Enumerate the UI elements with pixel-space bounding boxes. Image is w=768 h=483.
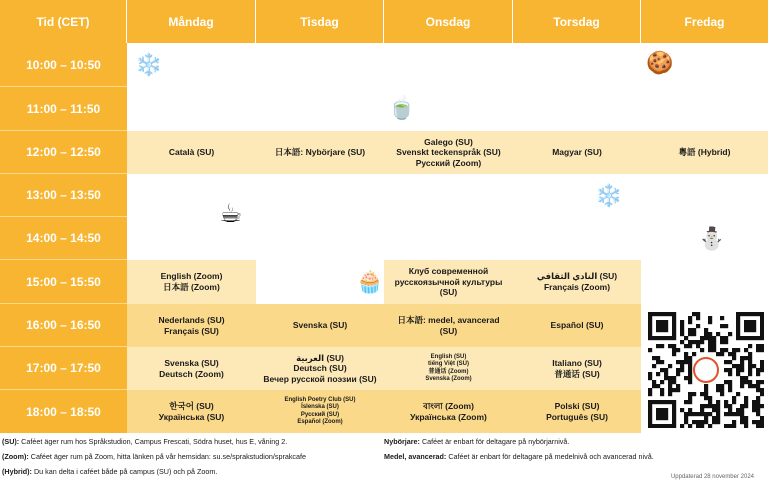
cafe-entry: 粵語 (Hybrid) xyxy=(678,147,731,158)
time-label: 11:00 – 11:50 xyxy=(26,101,101,116)
time-slot xyxy=(0,174,127,217)
cell-wed-12 xyxy=(384,131,513,174)
cafe-entry: Français (Zoom) xyxy=(543,282,611,292)
time-label: 18:00 – 18:50 xyxy=(26,404,101,419)
legend-hybrid xyxy=(2,467,217,476)
cafe-entry: Español (SU) xyxy=(550,320,604,331)
cafe-entry: Вечер русской поэзии (SU) xyxy=(263,373,377,384)
header-time xyxy=(0,0,127,43)
header-wednesday xyxy=(384,0,513,43)
cafe-entry: Magyar (SU) xyxy=(552,147,602,158)
legend-text: Caféet äger rum hos Språkstudion, Campus Frescati, Södra huset, hus E, våning 2. xyxy=(19,437,288,446)
legend-text: Du kan delta i caféet både på campus (SU) och på Zoom. xyxy=(31,467,218,476)
header-friday xyxy=(641,0,768,43)
cafe-entry: Svenska (SU) xyxy=(292,320,348,331)
legend-nyborjare xyxy=(384,437,569,446)
cell-tue-16 xyxy=(256,304,384,347)
cafe-entry: النادي الثقافي (SU) xyxy=(536,271,618,282)
cell-mon-18 xyxy=(127,390,256,433)
cell-mon-16 xyxy=(127,304,256,347)
time-label: 15:00 – 15:50 xyxy=(26,274,101,289)
legend-text: Caféet är enbart för deltagare på medelnivå och avancerad nivå. xyxy=(446,452,654,461)
header-time-label: Tid (CET) xyxy=(36,14,90,29)
cafe-entry: Українська (SU) xyxy=(158,411,225,422)
snowman-icon: ⛄ xyxy=(698,226,726,251)
cell-mon-17 xyxy=(127,347,256,390)
snowflake-icon: ❄️ xyxy=(595,183,623,208)
legend-key: Medel, avancerad: xyxy=(384,452,447,461)
cafe-entry: العربية (SU) xyxy=(296,352,344,363)
cell-mon-15 xyxy=(127,260,256,304)
cafe-entry: 한국어 (SU) xyxy=(169,400,214,411)
cafe-entry: Français (SU) xyxy=(164,325,219,336)
cupcake-icon: 🧁 xyxy=(356,269,384,294)
header-tuesday xyxy=(256,0,384,43)
cell-thu-12 xyxy=(513,131,641,174)
time-slot xyxy=(0,217,127,260)
legend-text: Caféet är enbart för deltagare på nybörjarnivå. xyxy=(419,437,570,446)
cafe-entry: Italiano (SU) xyxy=(552,357,602,368)
time-label: 10:00 – 10:50 xyxy=(26,57,101,72)
cell-thu-17 xyxy=(513,347,641,390)
legend-text: Caféet äger rum på Zoom, hitta länken på vår hemsidan: su.se/sprakstudion/sprakcafe xyxy=(28,452,307,461)
cafe-entry: 日本語: Nybörjare (SU) xyxy=(274,147,366,158)
cafe-entry: Svenska (Zoom) xyxy=(425,376,472,382)
cafe-entry: (SU) xyxy=(439,287,458,298)
tea-icon: 🍵 xyxy=(388,95,416,120)
cafe-entry: Galego (SU) xyxy=(424,136,473,147)
cafe-entry: Deutsch (SU) xyxy=(293,363,347,374)
cafe-entry: English (SU) xyxy=(430,353,467,360)
legend-zoom xyxy=(2,452,306,461)
header-thursday xyxy=(513,0,641,43)
time-slot xyxy=(0,87,127,131)
cafe-entry: 日本語 (Zoom) xyxy=(163,282,220,292)
cafe-entry: Polski (SU) xyxy=(554,400,600,411)
cafe-entry: Svenska (SU) xyxy=(164,357,219,368)
time-slot xyxy=(0,390,127,433)
cafe-entry: Íslenska (SU) xyxy=(301,404,339,410)
cafe-entry: русскоязычной культуры xyxy=(394,276,503,287)
cell-thu-18 xyxy=(513,390,641,433)
cell-wed-15 xyxy=(384,260,513,304)
cell-wed-16 xyxy=(384,304,513,347)
header-monday-label: Måndag xyxy=(168,14,214,29)
cafe-entry: 普通话 (Zoom) xyxy=(428,368,469,375)
legend-key: (Hybrid): xyxy=(2,467,32,476)
cafe-entry: Català (SU) xyxy=(168,147,215,158)
cell-thu-16 xyxy=(513,304,641,347)
cell-fri-12 xyxy=(641,131,768,174)
cafe-entry: Русский (Zoom) xyxy=(415,157,482,168)
cafe-entry: English Poetry Club (SU) xyxy=(284,396,356,403)
updated-date: Uppdaterad 28 november 2024 xyxy=(670,474,754,480)
legend-key: Nybörjare: xyxy=(384,437,420,446)
coffee-icon: ☕ xyxy=(219,198,243,228)
cafe-entry: Клуб современной xyxy=(408,266,489,277)
snowflake-icon: ❄️ xyxy=(135,52,163,77)
cafe-entry: Português (SU) xyxy=(546,411,608,422)
cell-wed-17 xyxy=(384,347,513,390)
cafe-entry: Русский (SU) xyxy=(300,411,340,418)
time-slot xyxy=(0,347,127,390)
cell-tue-17 xyxy=(256,347,384,390)
time-label: 12:00 – 12:50 xyxy=(26,145,101,159)
cafe-entry: English (Zoom) xyxy=(160,271,223,282)
cafe-entry: 普通话 (SU) xyxy=(554,368,600,379)
time-label: 16:00 – 16:50 xyxy=(26,318,101,332)
cafe-entry: Deutsch (Zoom) xyxy=(159,368,224,379)
time-slot xyxy=(0,43,127,87)
time-slot xyxy=(0,131,127,174)
cell-wed-18 xyxy=(384,390,513,433)
cell-tue-12 xyxy=(256,131,384,174)
time-label: 14:00 – 14:50 xyxy=(26,231,101,245)
legend-medel xyxy=(384,452,654,461)
qr-code[interactable] xyxy=(648,312,764,428)
cafe-entry: (SU) xyxy=(439,325,458,336)
cell-thu-15 xyxy=(513,260,641,304)
legend-key: (Zoom): xyxy=(2,452,29,461)
header-wednesday-label: Onsdag xyxy=(425,14,471,29)
cell-mon-12 xyxy=(127,131,256,174)
cookie-icon: 🍪 xyxy=(646,50,674,75)
cell-tue-18 xyxy=(256,390,384,433)
cafe-entry: Українська (Zoom) xyxy=(410,411,487,422)
cafe-entry: Svenskt teckenspråk (SU) xyxy=(396,147,501,158)
time-label: 13:00 – 13:50 xyxy=(26,188,101,202)
legend-su xyxy=(2,437,287,446)
header-monday xyxy=(127,0,256,43)
cafe-entry: Español (Zoom) xyxy=(297,419,343,425)
header-friday-label: Fredag xyxy=(684,14,725,29)
time-label: 17:00 – 17:50 xyxy=(26,361,101,375)
cafe-entry: বাংলা (Zoom) xyxy=(423,400,474,411)
cafe-entry: tiếng Việt (SU) xyxy=(428,361,469,367)
header-tuesday-label: Tisdag xyxy=(300,14,339,29)
cafe-entry: Nederlands (SU) xyxy=(158,314,225,325)
time-slot xyxy=(0,260,127,304)
cafe-entry: 日本語: medel, avancerad xyxy=(397,314,500,325)
header-thursday-label: Torsdag xyxy=(553,14,600,29)
time-slot xyxy=(0,304,127,347)
legend-key: (SU): xyxy=(2,437,20,446)
